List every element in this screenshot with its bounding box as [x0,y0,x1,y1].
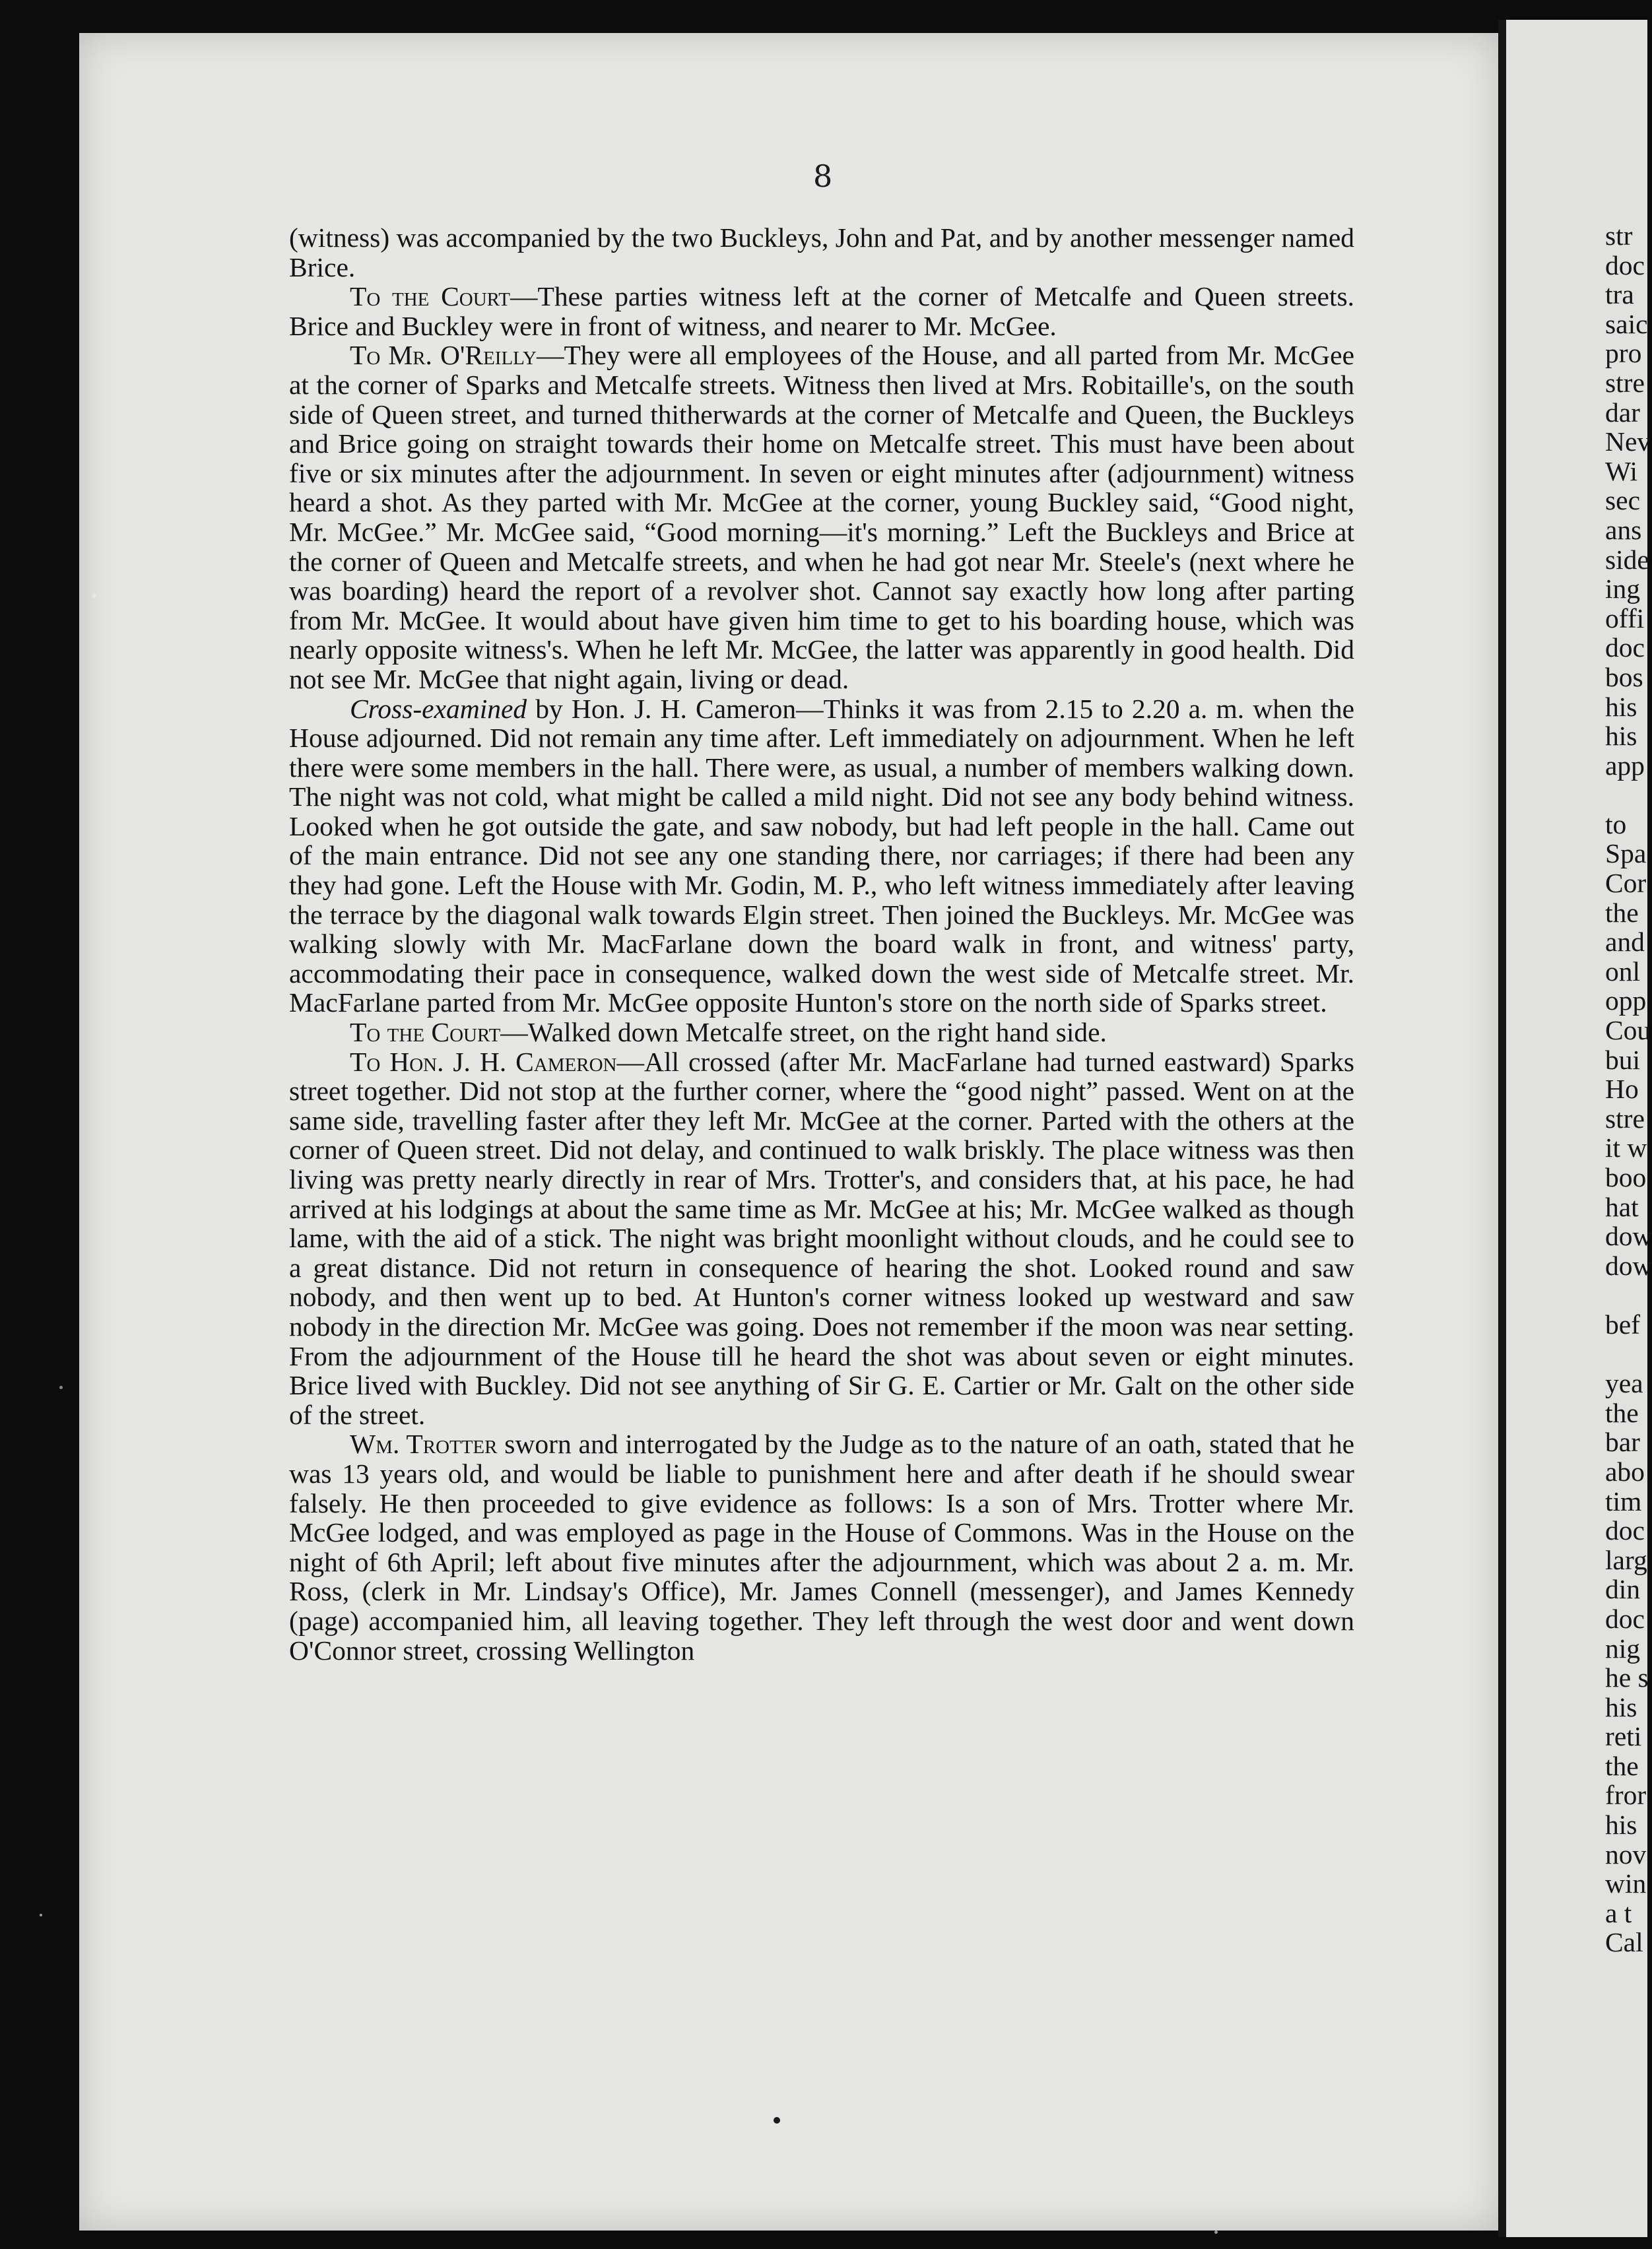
facing-page-fragment: side [1605,544,1649,575]
paragraph-lead: To Hon. J. H. Cameron [350,1046,617,1077]
facing-page-fragment: tim [1605,1485,1642,1516]
paragraph-text: —These parties witness left at the corner of Metcalfe and Queen streets. Brice and Buckley were in front of witness, and nearer to Mr. McGee. [289,281,1355,341]
facing-page-fragment: dow [1605,1250,1652,1281]
facing-page-fragment: boo [1605,1162,1647,1192]
facing-page-fragment: offi [1605,603,1645,634]
page-number: 8 [813,158,833,194]
facing-page-fragment: his [1605,691,1637,722]
facing-page-fragment: Cor [1605,868,1647,899]
facing-page-fragment: the [1605,897,1639,928]
facing-page-fragment: str [1605,220,1633,251]
facing-page-fragment: yea [1605,1368,1643,1399]
scan-speck [1214,2231,1218,2234]
paragraph-text: —All crossed (after Mr. MacFarlane had turned eastward) Sparks street together. Did not stop at the further corner, where the “good night” passed. Went on at the same side, travelling faster after they left Mr. McGee at the corner. Parted with the others at the corner of Queen street. Did not delay, and continued to walk briskly. The place witness was then living was pretty nearly directly in rear of Mrs. Trotter's, and considers that, at his pace, he had arrived at his lodgings at about the same time as Mr. McGee at his; Mr. McGee walked as though lame, with the aid of a stick. The night was bright moonlight without clouds, and he could see to a great distance. Did not return in consequence of hearing the shot. Looked round and saw nobody, and then went up to bed. At Hunton's corner witness looked up westward and saw nobody in the direction Mr. McGee was going. Does not remember if the moon was near setting. From the adjournment of the House till he heard the shot was about seven or eight minutes. Brice lived with Buckley. Did not see anything of Sir G. E. Cartier or Mr. Galt on the other side of the street. [289,1046,1354,1430]
paragraph-text: (witness) was accompanied by the two Buckleys, John and Pat, and by another messenger named Brice. [289,222,1354,282]
facing-page-fragment: doc [1605,1603,1645,1634]
facing-page-fragment: to [1605,808,1627,839]
facing-page-fragment: the [1605,1397,1639,1428]
facing-page-fragment [1605,780,1652,810]
paragraph-text: by Hon. J. H. Cameron—Thinks it was from 2.15 to 2.20 a. m. when the House adjourned. Did not remain any time after. Left immediately on adjournment. When he left there were some members in the hall. There were, as usual, a number of members walking down. The night was not cold, what might be called a mild night. Did not see any body behind witness. Looked when he got outside the gate, and saw nobody, but had left people in the hall. Came out of the main entrance. Did not see any one standing there, nor carriages; if there had been any they had gone. Left the House with Mr. Godin, M. P., who left witness immediately after leaving the terrace by the diagonal walk towards Elgin street. Then joined the Buckleys. Mr. McGee was walking slowly with Mr. MacFarlane down the board walk in front, and witness' party, accommodating their pace in consequence, walked down the west side of Metcalfe street. Mr. MacFarlane parted from Mr. McGee opposite Hunton's store on the north side of Sparks street. [289,693,1354,1018]
paragraph-lead: To Mr. O'Reilly [350,340,537,371]
facing-page-fragment: nig [1605,1633,1641,1664]
facing-page-fragments [1605,221,1652,1957]
paragraph-lead: Cross-examined [350,693,527,724]
facing-page-fragment: win [1605,1868,1647,1899]
facing-page-fragment: nov [1605,1839,1647,1870]
facing-page-fragment [1605,1340,1652,1369]
facing-page-fragment: Nev [1605,426,1651,457]
facing-page-fragment: bui [1605,1044,1641,1075]
facing-page-fragment: stre [1605,1103,1645,1134]
paragraph-lead: Wm. Trotter [350,1429,498,1460]
facing-page-fragment: sec [1605,485,1640,516]
facing-page-fragment: Spa [1605,838,1647,869]
facing-page-fragment: his [1605,1809,1637,1841]
facing-page-fragment: opp [1605,985,1647,1016]
facing-page-fragment: pro [1605,338,1642,369]
facing-page-fragment: the [1605,1750,1639,1781]
scan-speck [40,1914,42,1916]
facing-page-fragment: his [1605,1691,1637,1722]
facing-page-fragment: and [1605,927,1645,958]
facing-page-fragment: fror [1605,1780,1647,1811]
facing-page-fragment: Cou [1605,1015,1651,1046]
paragraph [289,1047,1354,1430]
scan-speck [92,594,96,598]
paragraph [289,223,1354,282]
facing-page-fragment: dar [1605,397,1640,428]
facing-page-fragment: doc [1605,249,1645,280]
facing-page-fragment: bar [1605,1427,1640,1458]
facing-page-fragment: it w [1605,1132,1647,1163]
facing-page-fragment: larg [1605,1544,1647,1575]
facing-page-fragment: doc [1605,1515,1645,1546]
paragraph [289,341,1354,694]
facing-page-fragment: ing [1605,573,1641,604]
facing-page-fragment: Ho [1605,1074,1639,1105]
facing-page-fragment: app [1605,750,1645,781]
scan-speck [59,1386,63,1389]
facing-page-fragment: dow [1605,1221,1652,1252]
facing-page-fragment: din [1605,1574,1641,1605]
facing-page-fragment: his [1605,721,1637,752]
paragraph-text: sworn and interrogated by the Judge as to the nature of an oath, stated that he was 13 years old, and would be liable to punishment here and after death if he should swear falsely. He then proceeded to give evidence as follows: Is a son of Mrs. Trotter where Mr. McGee lodged, and was employed as page in the House of Commons. Was in the House on the night of 6th April; left about five minutes after the adjournment, which was about 2 a. m. Mr. Ross, (clerk in Mr. Lindsay's Office), Mr. James Connell (messenger), and James Kennedy (page) accompanied him, all leaving together. They left through the west door and went down O'Connor street, crossing Wellington [289,1429,1355,1666]
facing-page-fragment: tra [1605,279,1634,310]
facing-page-fragment: a t [1605,1897,1632,1928]
facing-page-fragment: reti [1605,1721,1642,1752]
facing-page-fragment: bef [1605,1309,1640,1340]
facing-page-fragment: abo [1605,1456,1645,1487]
paragraph [289,1429,1354,1665]
facing-page-fragment: hat [1605,1191,1639,1222]
facing-page-fragment: ans [1605,514,1642,545]
paragraph-text: —Walked down Metcalfe street, on the right hand side. [500,1017,1107,1048]
paragraph [289,694,1354,1018]
facing-page-fragment: saic [1605,308,1648,339]
facing-page-fragment [1605,1280,1652,1310]
paragraph [289,282,1354,341]
paragraph-lead: To the Court [350,281,510,312]
facing-page-fragment: Cal [1605,1927,1643,1958]
facing-page-fragment: bos [1605,661,1643,692]
facing-page-fragment: Wi [1605,455,1638,486]
facing-page-fragment: he s [1605,1662,1649,1693]
facing-page-fragment: onl [1605,956,1641,987]
paragraph-text: —They were all employees of the House, and all parted from Mr. McGee at the corner of Sparks and Metcalfe streets. Witness then lived at Mrs. Robitaille's, on the south side of Queen street, and turned thitherwards at the corner of Metcalfe and Queen, the Buckleys and Brice going on straight towards their home on Metcalfe street. This must have been about five or six minutes after the adjournment. In seven or eight minutes after (adjournment) witness heard a shot. As they parted with Mr. McGee at the corner, young Buckley said, “Good night, Mr. McGee.” Mr. McGee said, “Good morning—it's morning.” Left the Buckleys and Brice at the corner of Queen and Metcalfe streets, and when he had got near Mr. Steele's (next where he was boarding) heard the report of a revolver shot. Cannot say exactly how long after parting from Mr. McGee. It would about have given him time to get to his boarding house, which was nearly opposite witness's. When he left Mr. McGee, the latter was apparently in good health. Did not see Mr. McGee that night again, living or dead. [289,340,1354,694]
facing-page-fragment: stre [1605,367,1645,398]
facing-page-fragment: doc [1605,632,1645,663]
page-gutter [1498,20,1506,2237]
paragraph [289,1018,1354,1047]
body-text [289,223,1354,1665]
footer-mark [774,2117,780,2124]
paragraph-lead: To the Court [350,1017,501,1048]
